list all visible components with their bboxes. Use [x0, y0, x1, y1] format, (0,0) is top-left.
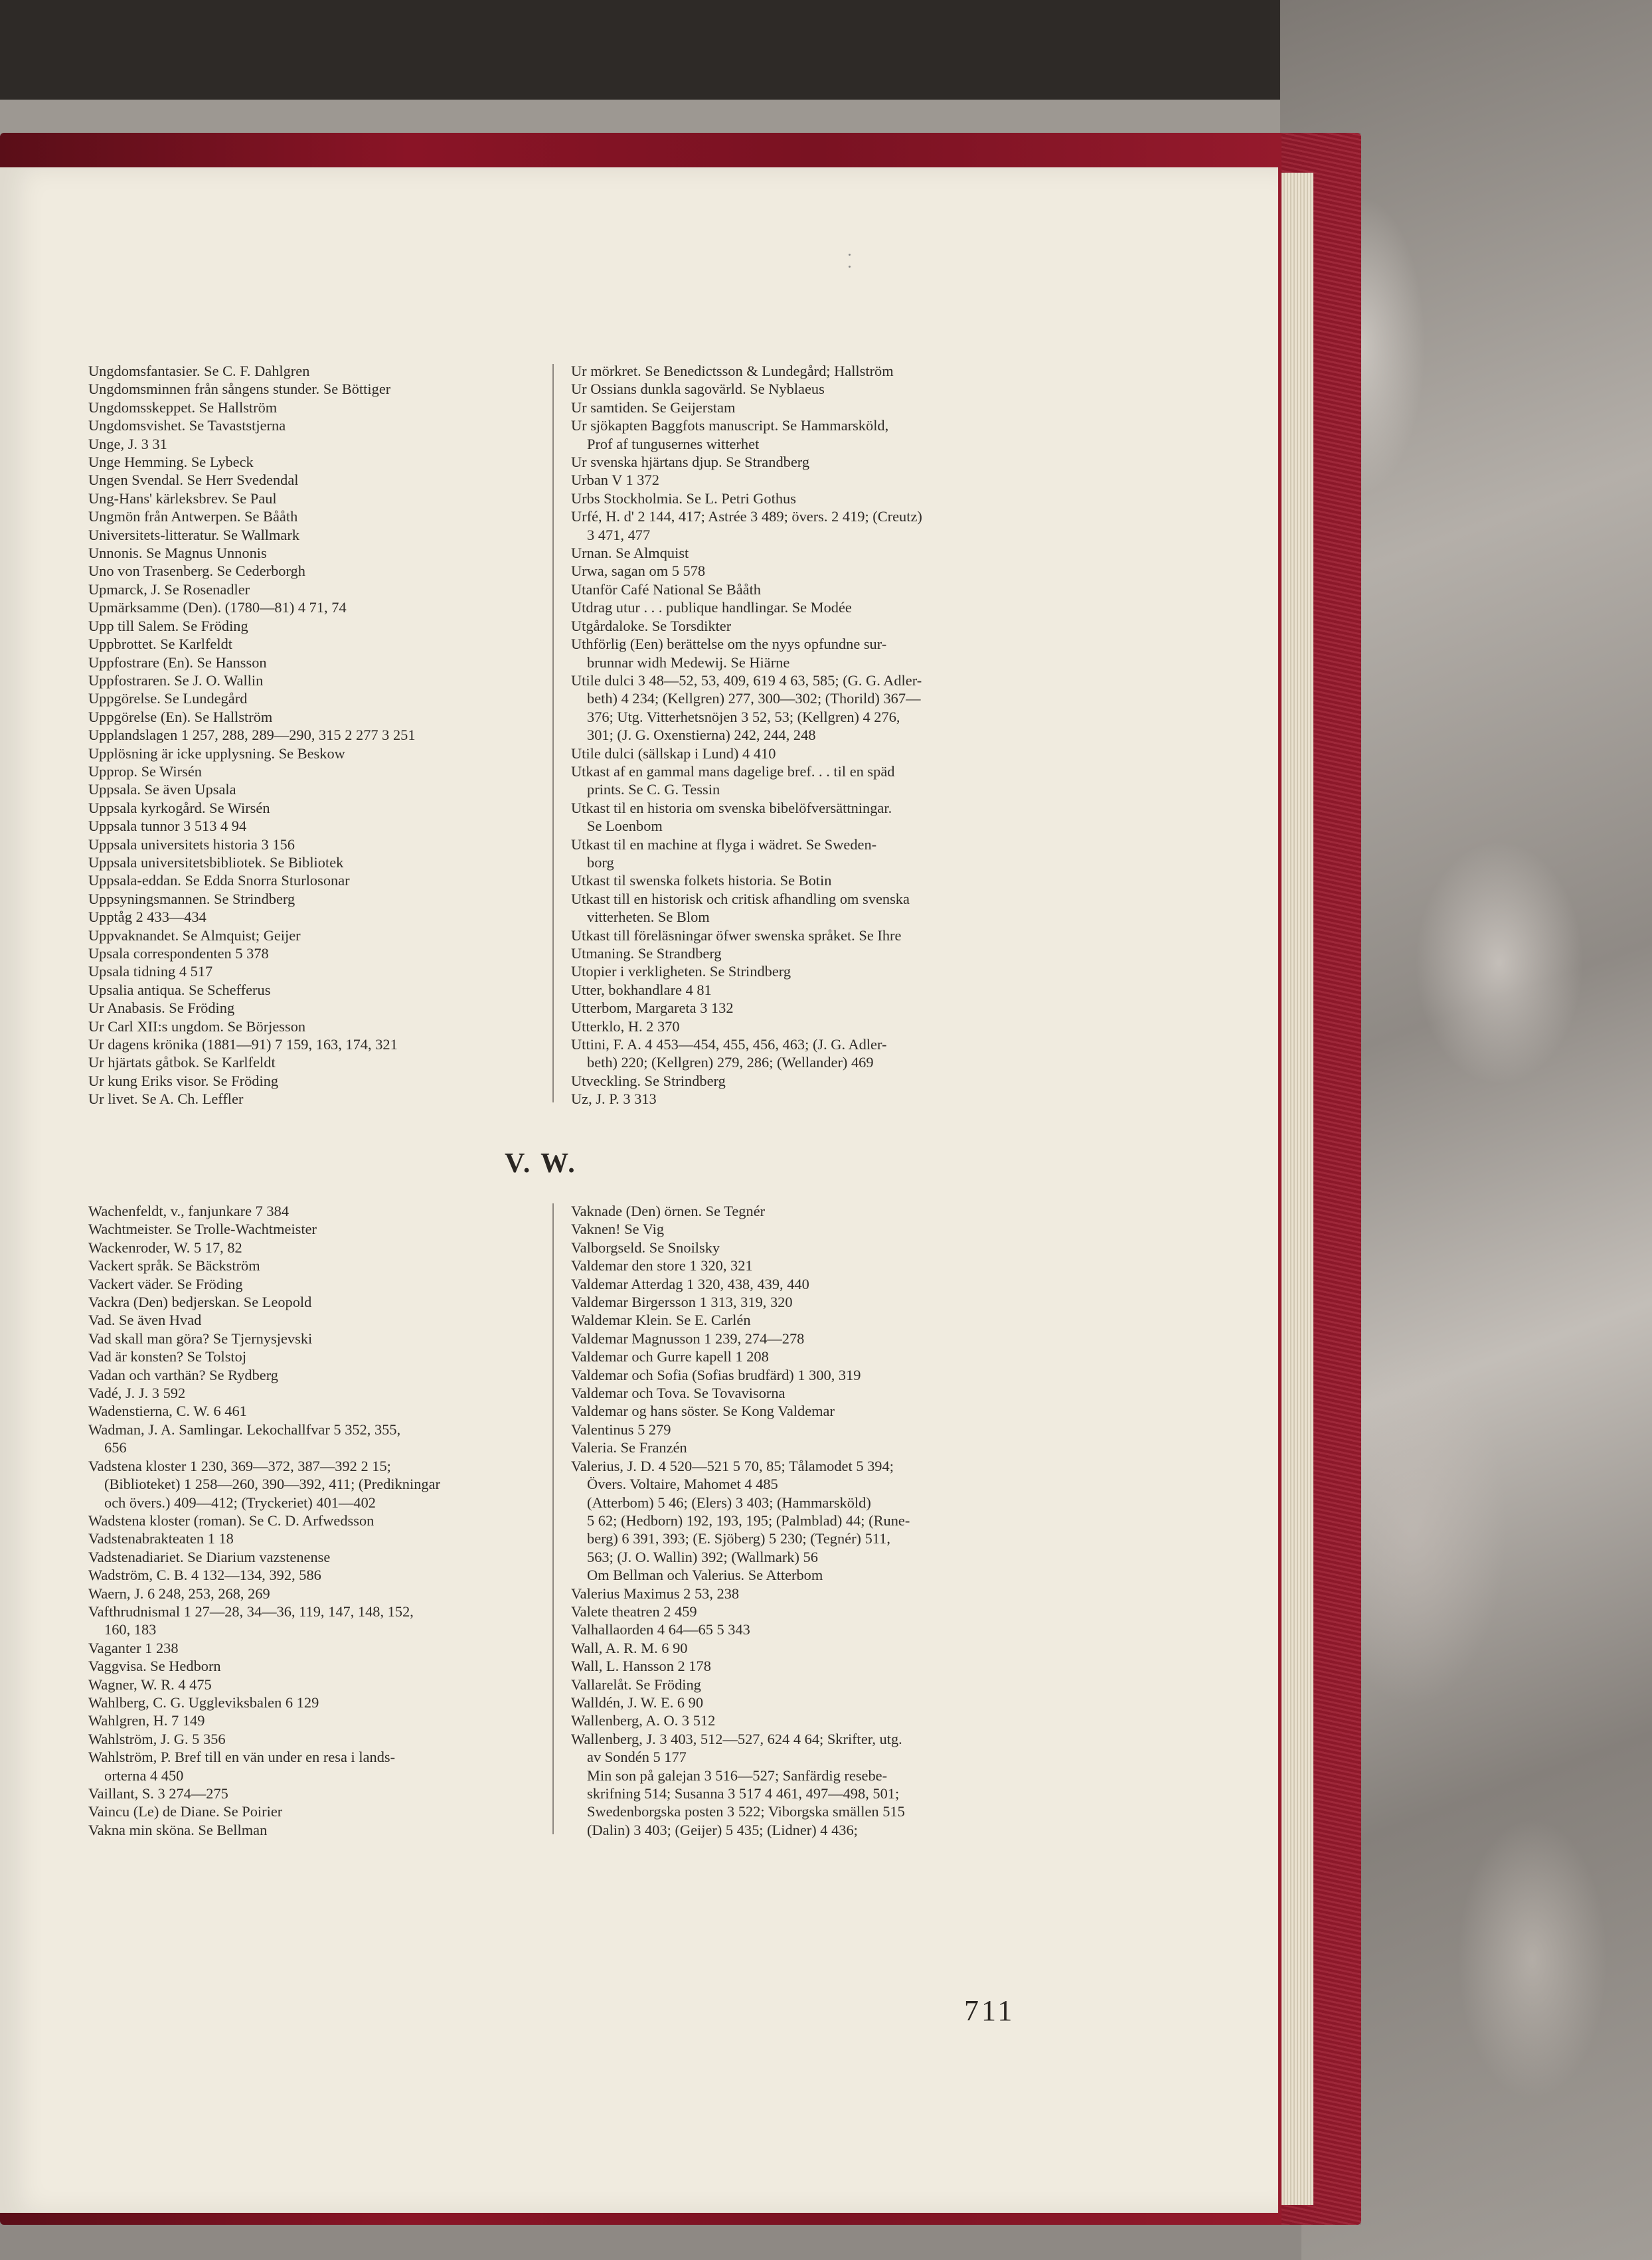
index-entry: Utkast af en gammal mans dagelige bref. . . til en späd	[571, 762, 895, 780]
index-entry: Upmärksamme (Den). (1780—81) 4 71, 74	[88, 599, 347, 616]
index-entry: (Atterbom) 5 46; (Elers) 3 403; (Hammarsköld)	[587, 1494, 871, 1511]
index-entry: Valborgseld. Se Snoilsky	[571, 1239, 720, 1256]
index-entry: Vaganter 1 238	[88, 1639, 179, 1656]
index-entry: Wahlström, P. Bref till en vän under en resa i lands-	[88, 1749, 396, 1766]
index-entry: Ungdomsfantasier. Se C. F. Dahlgren	[88, 363, 310, 379]
index-entry: Uz, J. P. 3 313	[571, 1090, 657, 1108]
index-entry: Wallenberg, J. 3 403, 512—527, 624 4 64; Skrifter, utg.	[571, 1730, 902, 1747]
index-entry: Wall, L. Hansson 2 178	[571, 1658, 711, 1675]
index-entry: Ur samtiden. Se Geijerstam	[571, 398, 736, 416]
index-entry: Utterklo, H. 2 370	[571, 1017, 680, 1035]
index-entry: Urwa, sagan om 5 578	[571, 563, 706, 580]
index-entry: Wagner, W. R. 4 475	[88, 1676, 212, 1693]
index-entry: Wadenstierna, C. W. 6 461	[88, 1403, 247, 1420]
index-entry: Utkast til swenska folkets historia. Se Botin	[571, 872, 832, 889]
index-entry: Se Loenbom	[587, 818, 663, 835]
index-entry: Vackert väder. Se Fröding	[88, 1275, 243, 1292]
index-entry: Upp till Salem. Se Fröding	[88, 617, 248, 634]
index-entry: Om Bellman och Valerius. Se Atterbom	[587, 1567, 823, 1584]
index-entry: Uthförlig (Een) berättelse om the nyys opfundne sur-	[571, 636, 887, 653]
index-column-upper-left	[88, 362, 416, 1108]
index-entry: Valete theatren 2 459	[571, 1603, 697, 1620]
index-entry: Utveckling. Se Strindberg	[571, 1072, 726, 1089]
index-entry: Uppvaknandet. Se Almquist; Geijer	[88, 926, 301, 944]
index-entry: Waldemar Klein. Se E. Carlén	[571, 1312, 751, 1329]
index-entry: Upprop. Se Wirsén	[88, 762, 202, 780]
index-entry: Vallarelåt. Se Fröding	[571, 1676, 701, 1693]
index-entry: Ung-Hans' kärleksbrev. Se Paul	[88, 489, 277, 507]
index-entry: Wadström, C. B. 4 132—134, 392, 586	[88, 1567, 321, 1584]
index-entry: Walldén, J. W. E. 6 90	[571, 1694, 704, 1711]
index-entry: 376; Utg. Vitterhetsnöjen 3 52, 53; (Kellgren) 4 276,	[587, 708, 900, 725]
index-entry: (Dalin) 3 403; (Geijer) 5 435; (Lidner) 4 436;	[587, 1821, 858, 1838]
index-entry: vitterheten. Se Blom	[587, 909, 710, 926]
index-entry: 3 471, 477	[587, 526, 651, 543]
index-entry: Uppsala universitetsbibliotek. Se Bibliotek	[88, 853, 344, 871]
index-entry: Ungen Svendal. Se Herr Svedendal	[88, 472, 299, 489]
index-entry: Uppsyningsmannen. Se Strindberg	[88, 890, 295, 907]
index-entry: Wallenberg, A. O. 3 512	[571, 1712, 716, 1729]
index-entry: Uno von Trasenberg. Se Cederborgh	[88, 563, 305, 580]
index-entry: Wahlgren, H. 7 149	[88, 1712, 205, 1729]
index-entry: Upplösning är icke upplysning. Se Beskow	[88, 744, 345, 762]
index-entry: Utkast till föreläsningar öfwer swenska språket. Se Ihre	[571, 926, 902, 944]
index-entry: Utkast till en historisk och critisk afhandling om svenska	[571, 890, 910, 907]
index-column-lower-right	[571, 1202, 910, 1839]
index-entry: Valeria. Se Franzén	[571, 1439, 687, 1456]
index-entry: Upsalia antiqua. Se Schefferus	[88, 981, 271, 998]
index-entry: Wahlström, J. G. 5 356	[88, 1730, 226, 1747]
index-entry: Valdemar Atterdag 1 320, 438, 439, 440	[571, 1275, 809, 1292]
index-column-upper-right	[571, 362, 922, 1108]
index-entry: Vafthrudnismal 1 27—28, 34—36, 119, 147, 148, 152,	[88, 1603, 414, 1620]
index-entry: Min son på galejan 3 516—527; Sanfärdig resebe-	[587, 1767, 888, 1784]
index-entry: Upmarck, J. Se Rosenadler	[88, 580, 250, 598]
index-entry: Utkast til en machine at flyga i wädret. Se Sweden-	[571, 835, 877, 853]
index-entry: och övers.) 409—412; (Tryckeriet) 401—402	[104, 1494, 376, 1511]
index-entry: Ur Anabasis. Se Fröding	[88, 1000, 235, 1017]
index-entry: Uppgörelse. Se Lundegård	[88, 690, 248, 707]
index-entry: 563; (J. O. Wallin) 392; (Wallmark) 56	[587, 1548, 818, 1565]
index-entry: 656	[104, 1439, 127, 1456]
index-entry: Universitets-litteratur. Se Wallmark	[88, 526, 300, 543]
index-entry: 301; (J. G. Oxenstierna) 242, 244, 248	[587, 727, 816, 744]
index-entry: Valdemar Magnusson 1 239, 274—278	[571, 1330, 805, 1347]
index-entry: Unge Hemming. Se Lybeck	[88, 454, 254, 471]
index-entry: Ur livet. Se A. Ch. Leffler	[88, 1090, 244, 1108]
index-entry: Valdemar og hans söster. Se Kong Valdemar	[571, 1403, 835, 1420]
index-entry: Uppsala tunnor 3 513 4 94	[88, 818, 247, 835]
index-entry: orterna 4 450	[104, 1767, 184, 1784]
index-entry: brunnar widh Medewij. Se Hiärne	[587, 653, 790, 671]
index-entry: Upptåg 2 433—434	[88, 909, 206, 926]
index-entry: Vad skall man göra? Se Tjernysjevski	[88, 1330, 313, 1347]
index-entry: Wackenroder, W. 5 17, 82	[88, 1239, 242, 1256]
index-entry: Upplandslagen 1 257, 288, 289—290, 315 2 277 3 251	[88, 727, 416, 744]
index-entry: (Biblioteket) 1 258—260, 390—392, 411; (Predikningar	[104, 1476, 441, 1493]
page-edges	[1281, 173, 1313, 2205]
index-entry: Uppsala kyrkogård. Se Wirsén	[88, 799, 270, 816]
index-entry: Wadman, J. A. Samlingar. Lekochallfvar 5 352, 355,	[88, 1421, 401, 1438]
index-entry: Wall, A. R. M. 6 90	[571, 1639, 688, 1656]
index-entry: Vadstena kloster 1 230, 369—372, 387—392 2 15;	[88, 1457, 391, 1474]
index-entry: Vaincu (Le) de Diane. Se Poirier	[88, 1803, 283, 1820]
index-entry: Uppbrottet. Se Karlfeldt	[88, 636, 233, 653]
index-entry: Urbs Stockholmia. Se L. Petri Gothus	[571, 489, 796, 507]
index-entry: Ur kung Eriks visor. Se Fröding	[88, 1072, 279, 1089]
index-entry: Valdemar och Gurre kapell 1 208	[571, 1348, 769, 1365]
index-entry: Utgårdaloke. Se Torsdikter	[571, 617, 732, 634]
index-entry: Uppsala universitets historia 3 156	[88, 835, 295, 853]
index-entry: Utile dulci 3 48—52, 53, 409, 619 4 63, 585; (G. G. Adler-	[571, 671, 922, 689]
index-entry: Ur svenska hjärtans djup. Se Strandberg	[571, 454, 810, 471]
index-entry: Utopier i verkligheten. Se Strindberg	[571, 963, 791, 980]
index-entry: Utterbom, Margareta 3 132	[571, 1000, 734, 1017]
index-entry: Upsala correspondenten 5 378	[88, 945, 269, 962]
index-entry: Urfé, H. d' 2 144, 417; Astrée 3 489; övers. 2 419; (Creutz)	[571, 508, 922, 525]
index-entry: Vackert språk. Se Bäckström	[88, 1257, 260, 1274]
index-entry: Ur dagens krönika (1881—91) 7 159, 163, 174, 321	[88, 1036, 398, 1053]
index-entry: Upsala tidning 4 517	[88, 963, 213, 980]
index-entry: Prof af tungusernes witterhet	[587, 435, 760, 452]
index-entry: Ur Ossians dunkla sagovärld. Se Nyblaeus	[571, 381, 825, 398]
index-entry: Ungdomsskeppet. Se Hallström	[88, 398, 278, 416]
index-entry: Vadan och varthän? Se Rydberg	[88, 1366, 278, 1383]
index-entry: Ungdomsvishet. Se Tavaststjerna	[88, 417, 286, 434]
index-entry: Ur hjärtats gåtbok. Se Karlfeldt	[88, 1054, 276, 1071]
index-entry: Vakna min sköna. Se Bellman	[88, 1821, 268, 1838]
index-entry: Utdrag utur . . . publique handlingar. Se Modée	[571, 599, 852, 616]
index-entry: Valhallaorden 4 64—65 5 343	[571, 1621, 750, 1638]
index-entry: borg	[587, 853, 614, 871]
index-entry: Utkast til en historia om svenska bibelöfversättningar.	[571, 799, 892, 816]
index-entry: Valerius Maximus 2 53, 238	[571, 1585, 740, 1602]
index-entry: Uppsala-eddan. Se Edda Snorra Sturlosonar	[88, 872, 350, 889]
index-entry: Vad. Se även Hvad	[88, 1312, 202, 1329]
column-divider-upper	[552, 364, 554, 1102]
index-entry: Valdemar och Sofia (Sofias brudfärd) 1 300, 319	[571, 1366, 861, 1383]
index-entry: Wachtmeister. Se Trolle-Wachtmeister	[88, 1221, 317, 1238]
index-entry: Uppgörelse (En). Se Hallström	[88, 708, 273, 725]
index-entry: Ungmön från Antwerpen. Se Bååth	[88, 508, 298, 525]
column-divider-lower	[552, 1203, 554, 1834]
index-entry: prints. Se C. G. Tessin	[587, 781, 720, 798]
index-entry: Valerius, J. D. 4 520—521 5 70, 85; Tålamodet 5 394;	[571, 1457, 894, 1474]
index-entry: Unge, J. 3 31	[88, 435, 167, 452]
index-entry: berg) 6 391, 393; (E. Sjöberg) 5 230; (Tegnér) 511,	[587, 1530, 890, 1547]
index-entry: Vadé, J. J. 3 592	[88, 1385, 186, 1402]
index-entry: Urnan. Se Almquist	[571, 545, 689, 562]
index-entry: Uppfostraren. Se J. O. Wallin	[88, 671, 264, 689]
index-entry: Waern, J. 6 248, 253, 268, 269	[88, 1585, 270, 1602]
index-entry: Uppfostrare (En). Se Hansson	[88, 653, 267, 671]
index-entry: Utter, bokhandlare 4 81	[571, 981, 712, 998]
index-entry: Urban V 1 372	[571, 472, 659, 489]
index-entry: Vaknade (Den) örnen. Se Tegnér	[571, 1203, 766, 1219]
index-entry: Valentinus 5 279	[571, 1421, 671, 1438]
print-mark	[849, 247, 855, 250]
index-entry: Uttini, F. A. 4 453—454, 455, 456, 463; (J. G. Adler-	[571, 1036, 887, 1053]
index-entry: Vadstenabrakteaten 1 18	[88, 1530, 234, 1547]
index-entry: Valdemar den store 1 320, 321	[571, 1257, 753, 1274]
index-entry: 5 62; (Hedborn) 192, 193, 195; (Palmblad) 44; (Rune-	[587, 1512, 910, 1529]
index-entry: Unnonis. Se Magnus Unnonis	[88, 545, 267, 562]
index-column-lower-left	[88, 1202, 440, 1839]
index-entry: Vaknen! Se Vig	[571, 1221, 665, 1238]
index-entry: Utile dulci (sällskap i Lund) 4 410	[571, 744, 776, 762]
index-entry: beth) 220; (Kellgren) 279, 286; (Wellander) 469	[587, 1054, 874, 1071]
index-entry: Övers. Voltaire, Mahomet 4 485	[587, 1476, 778, 1493]
index-entry: Valdemar och Tova. Se Tovavisorna	[571, 1385, 785, 1402]
index-entry: Ur sjökapten Baggfots manuscript. Se Hammarsköld,	[571, 417, 889, 434]
index-entry: Vaggvisa. Se Hedborn	[88, 1658, 221, 1675]
index-entry: Vad är konsten? Se Tolstoj	[88, 1348, 247, 1365]
index-entry: Wadstena kloster (roman). Se C. D. Arfwedsson	[88, 1512, 374, 1529]
index-entry: Valdemar Birgersson 1 313, 319, 320	[571, 1294, 793, 1311]
section-heading: V. W.	[505, 1148, 577, 1179]
index-entry: Wachenfeldt, v., fanjunkare 7 384	[88, 1203, 289, 1219]
index-entry: beth) 4 234; (Kellgren) 277, 300—302; (Thorild) 367—	[587, 690, 921, 707]
index-entry: Ur mörkret. Se Benedictsson & Lundegård; Hallström	[571, 363, 894, 379]
index-entry: Vackra (Den) bedjerskan. Se Leopold	[88, 1294, 312, 1311]
index-entry: Utmaning. Se Strandberg	[571, 945, 722, 962]
index-entry: Uppsala. Se även Upsala	[88, 781, 236, 798]
index-entry: Ur Carl XII:s ungdom. Se Börjesson	[88, 1017, 306, 1035]
index-entry: av Sondén 5 177	[587, 1749, 687, 1766]
index-entry: Vadstenadiariet. Se Diarium vazstenense	[88, 1548, 331, 1565]
index-entry: Utanför Café National Se Bååth	[571, 580, 762, 598]
index-entry: Swedenborgska posten 3 522; Viborgska smällen 515	[587, 1803, 905, 1820]
index-entry: Ungdomsminnen från sångens stunder. Se Böttiger	[88, 381, 391, 398]
index-entry: skrifning 514; Susanna 3 517 4 461, 497—498, 501;	[587, 1785, 900, 1802]
index-entry: 160, 183	[104, 1621, 157, 1638]
index-entry: Wahlberg, C. G. Uggleviksbalen 6 129	[88, 1694, 319, 1711]
page-number: 711	[964, 1994, 1015, 2027]
index-entry: Vaillant, S. 3 274—275	[88, 1785, 228, 1802]
